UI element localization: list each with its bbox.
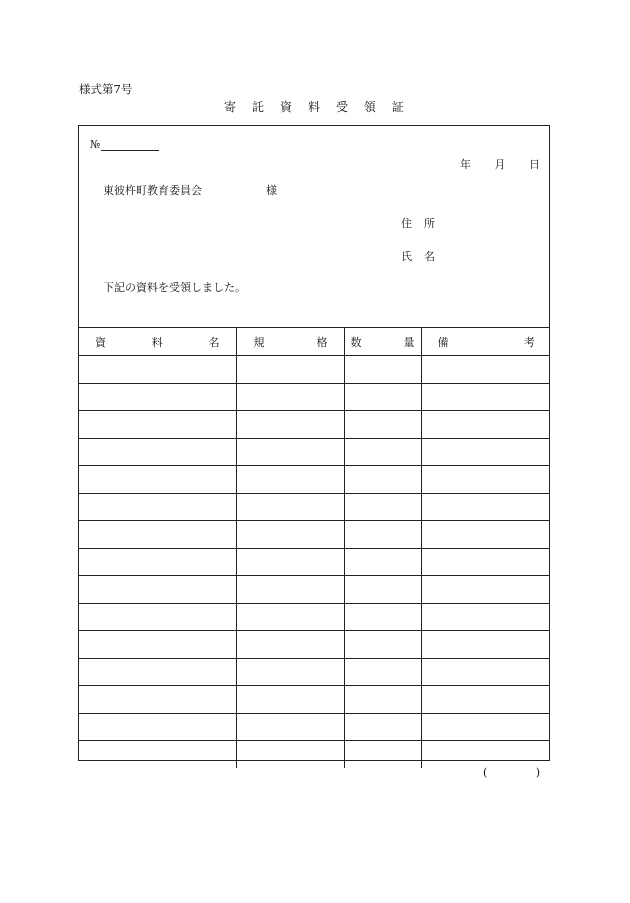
- table-row: [79, 603, 549, 631]
- day-label: 日: [529, 158, 540, 171]
- table-cell[interactable]: [344, 741, 421, 768]
- form-frame: [78, 125, 550, 761]
- table-cell[interactable]: [79, 493, 236, 521]
- table-row: [79, 741, 549, 768]
- title-char: 証: [391, 100, 404, 114]
- table-cell[interactable]: [236, 493, 344, 521]
- table-cell[interactable]: [344, 548, 421, 576]
- table-row: [79, 438, 549, 466]
- table-row: [79, 356, 549, 384]
- table-row: [79, 686, 549, 714]
- materials-table: [79, 327, 549, 768]
- title-char: 領: [363, 100, 376, 114]
- table-cell[interactable]: [236, 631, 344, 659]
- title-char: 資: [279, 100, 292, 114]
- table-cell[interactable]: [344, 576, 421, 604]
- table-cell[interactable]: [421, 438, 549, 466]
- header-char: 名: [208, 335, 220, 349]
- table-cell[interactable]: [79, 438, 236, 466]
- table-cell[interactable]: [344, 411, 421, 439]
- table-cell[interactable]: [236, 686, 344, 714]
- table-row: [79, 466, 549, 494]
- header-material-name: [79, 328, 236, 356]
- table-cell[interactable]: [79, 741, 236, 768]
- receipt-statement: 下記の資料を受領しました。: [103, 281, 246, 294]
- table-row: [79, 548, 549, 576]
- table-cell[interactable]: [236, 576, 344, 604]
- table-cell[interactable]: [421, 686, 549, 714]
- no-label: №: [90, 138, 101, 151]
- table-cell[interactable]: [421, 356, 549, 384]
- table-cell[interactable]: [79, 356, 236, 384]
- table-row: [79, 713, 549, 741]
- date-field: [460, 156, 540, 172]
- name-label: [401, 248, 435, 264]
- table-cell[interactable]: [79, 548, 236, 576]
- table-row: [79, 383, 549, 411]
- title-char: 受: [335, 100, 348, 114]
- table-cell[interactable]: [236, 383, 344, 411]
- table-cell[interactable]: [344, 521, 421, 549]
- table-cell[interactable]: [236, 713, 344, 741]
- header-char: 考: [524, 335, 535, 349]
- table-cell[interactable]: [236, 411, 344, 439]
- table-row: [79, 521, 549, 549]
- title-char: 託: [251, 100, 264, 114]
- table-cell[interactable]: [79, 631, 236, 659]
- table-cell[interactable]: [421, 466, 549, 494]
- table-cell[interactable]: [236, 741, 344, 768]
- table-cell[interactable]: [344, 438, 421, 466]
- title-char: 料: [307, 100, 320, 114]
- year-label: 年: [460, 158, 471, 171]
- table-cell[interactable]: [421, 631, 549, 659]
- table-cell[interactable]: [344, 658, 421, 686]
- footer-parentheses: [483, 766, 540, 779]
- table-cell[interactable]: [236, 438, 344, 466]
- table-cell[interactable]: [79, 466, 236, 494]
- table-cell[interactable]: [236, 658, 344, 686]
- header-quantity: [344, 328, 421, 356]
- table-cell[interactable]: [236, 548, 344, 576]
- table-row: [79, 631, 549, 659]
- table-cell[interactable]: [344, 686, 421, 714]
- form-number: 様式第7号: [79, 82, 133, 96]
- table-cell[interactable]: [79, 411, 236, 439]
- table-cell[interactable]: [79, 383, 236, 411]
- table-cell[interactable]: [79, 603, 236, 631]
- table-cell[interactable]: [421, 576, 549, 604]
- header-char: 料: [151, 335, 163, 349]
- table-header-row: [79, 328, 549, 356]
- table-cell[interactable]: [421, 713, 549, 741]
- table-cell[interactable]: [236, 466, 344, 494]
- table-cell[interactable]: [236, 603, 344, 631]
- month-label: 月: [494, 158, 506, 171]
- open-paren: (: [483, 766, 488, 779]
- header-char: 量: [403, 335, 415, 349]
- title-char: 寄: [224, 100, 237, 114]
- document-title: [224, 98, 404, 115]
- table-body: [79, 356, 549, 768]
- table-cell[interactable]: [421, 741, 549, 768]
- table-cell[interactable]: [236, 356, 344, 384]
- table-cell[interactable]: [344, 493, 421, 521]
- table-row: [79, 576, 549, 604]
- address-char: 所: [424, 217, 435, 230]
- table-cell[interactable]: [421, 411, 549, 439]
- table-cell[interactable]: [421, 658, 549, 686]
- addressee: 東彼杵町教育委員会: [103, 184, 202, 197]
- no-blank-line: [101, 139, 159, 151]
- table-cell[interactable]: [421, 548, 549, 576]
- receipt-number: [90, 138, 159, 151]
- header-char: 資: [95, 335, 106, 349]
- table-row: [79, 658, 549, 686]
- table-row: [79, 411, 549, 439]
- table-cell[interactable]: [421, 521, 549, 549]
- header-char: 規: [253, 335, 265, 349]
- name-char: 名: [424, 250, 435, 263]
- table-cell[interactable]: [421, 493, 549, 521]
- table-cell[interactable]: [344, 713, 421, 741]
- address-char: 住: [401, 217, 412, 230]
- table-cell[interactable]: [79, 521, 236, 549]
- header-specification: [236, 328, 344, 356]
- table-cell[interactable]: [421, 603, 549, 631]
- table-cell[interactable]: [79, 658, 236, 686]
- header-char: 備: [437, 335, 449, 349]
- header-remarks: [421, 328, 549, 356]
- honorific: 様: [266, 184, 277, 197]
- table-row: [79, 493, 549, 521]
- close-paren: ): [535, 766, 540, 779]
- table-cell[interactable]: [344, 631, 421, 659]
- table-cell[interactable]: [236, 521, 344, 549]
- header-char: 数: [350, 335, 362, 349]
- table-cell[interactable]: [344, 383, 421, 411]
- table-cell[interactable]: [344, 356, 421, 384]
- header-char: 格: [316, 335, 328, 349]
- table-cell[interactable]: [421, 383, 549, 411]
- table-cell[interactable]: [344, 466, 421, 494]
- table-cell[interactable]: [344, 603, 421, 631]
- table-cell[interactable]: [79, 686, 236, 714]
- table-cell[interactable]: [79, 713, 236, 741]
- table-cell[interactable]: [79, 576, 236, 604]
- name-char: 氏: [401, 250, 412, 263]
- address-label: [401, 215, 435, 231]
